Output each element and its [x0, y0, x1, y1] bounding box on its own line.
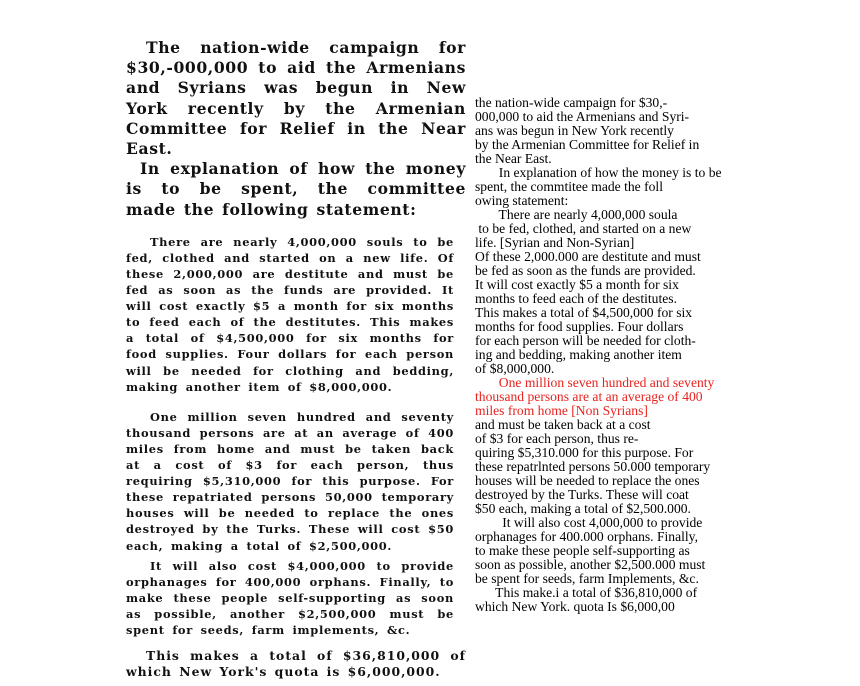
transcript-line: the Near East. [475, 151, 552, 166]
transcript-line: by the Armenian Committee for Relief in [475, 137, 700, 152]
transcript-line: quiring $5,310.000 for this purpose. For [475, 445, 694, 460]
transcript-line: these repatrlnted persons 50.000 temporary [475, 459, 711, 474]
transcript-line: orphanages for 400.000 orphans. Finally, [475, 529, 698, 544]
transcript-line: of $3 for each person, thus re- [475, 431, 639, 446]
transcript-line: It will also cost 4,000,000 to provide [475, 515, 703, 530]
transcript-line-highlighted: thousand persons are at an average of 400 [475, 389, 703, 404]
transcript-line-highlighted: miles from home [Non Syrians] [475, 403, 648, 418]
transcript-line: This make.i a total of $36,810,000 of [475, 585, 698, 600]
transcript-line: to be fed, clothed, and started on a new [475, 221, 692, 236]
scan-paragraph-2: In explanation of how the money is to be spent, the committee made the following statement: [126, 159, 466, 219]
transcript-line: to make these people self-supporting as [475, 543, 690, 558]
transcript-line: and must be taken back at a cost [475, 417, 651, 432]
transcript-line: It will cost exactly $5 a month for six [475, 277, 679, 292]
transcript-line: destroyed by the Turks. These will coat [475, 487, 689, 502]
transcript-line: Of these 2,000.000 are destitute and must [475, 249, 701, 264]
transcript-line: months for food supplies. Four dollars [475, 319, 684, 334]
transcript-line: which New York. quota Is $6,000,00 [475, 599, 675, 614]
scan-paragraph-6: This makes a total of $36,810,000 of which New York's quota is $6,000,000. [126, 648, 466, 680]
transcript-line: be spent for seeds, farm Implements, &c. [475, 571, 699, 586]
scan-paragraph-5: It will also cost $4,000,000 to provide orphanages for 400,000 orphans. Finally, to make these people self-supporting as soon as possible, another $2,500,000 must be spent for seeds, farm implements, &c. [126, 558, 454, 637]
transcript-line: be fed as soon as the funds are provided. [475, 263, 696, 278]
scan-paragraph-4: One million seven hundred and seventy thousand persons are at an average of 400 miles from home and must be taken back at a cost of $3 for each person, thus requiring $5,310,000 for this purpose. For these repatriated persons 50,000 temporary houses will be needed to replace the ones destroyed by the Turks. These will cost $50 each, making a total of $2,500,000. [126, 409, 454, 553]
transcript-line: soon as possible, another $2,500.000 must [475, 557, 706, 572]
scan-paragraph-1: The nation-wide campaign for $30,-000,000 to aid the Armenians and Syrians was begun in New York recently by the Armenian Committee for Relief in the Near East. [126, 38, 466, 159]
transcript-line: There are nearly 4,000,000 soula [475, 207, 678, 222]
transcript-line: months to feed each of the destitutes. [475, 291, 677, 306]
transcript-line-highlighted: One million seven hundred and seventy [475, 375, 715, 390]
scan-paragraph-3: There are nearly 4,000,000 souls to be fed, clothed and started on a new life. Of these 2,000,000 are destitute and must be fed as soon as the funds are provided. It will cost exactly $5 a month for six months to feed each of the destitutes. This makes a total of $4,500,000 for six months for food supplies. Four dollars for each person will be needed for clothing and bedding, making another item of $8,000,000. [126, 234, 455, 394]
transcript-line: $50 each, making a total of $2,500.000. [475, 501, 691, 516]
transcript-line: the nation-wide campaign for $30,- [475, 95, 668, 110]
transcript-line: life. [Syrian and Non-Syrian] [475, 235, 635, 250]
transcript-line: houses will be needed to replace the ones [475, 473, 700, 488]
transcript-line: ing and bedding, making another item [475, 347, 682, 362]
transcription-text [475, 96, 745, 614]
scanned-newspaper-clipping [126, 38, 466, 680]
transcript-line: of $8,000,000. [475, 361, 555, 376]
transcript-line: for each person will be needed for cloth- [475, 333, 696, 348]
transcript-line: spent, the commtitee made the foll [475, 179, 663, 194]
transcript-line: ans was begun in New York recently [475, 123, 674, 138]
transcript-line: 000,000 to aid the Armenians and Syri- [475, 109, 690, 124]
transcript-line: In explanation of how the money is to be [475, 165, 722, 180]
transcript-line: owing statement: [475, 193, 569, 208]
transcript-line: This makes a total of $4,500,000 for six [475, 305, 693, 320]
